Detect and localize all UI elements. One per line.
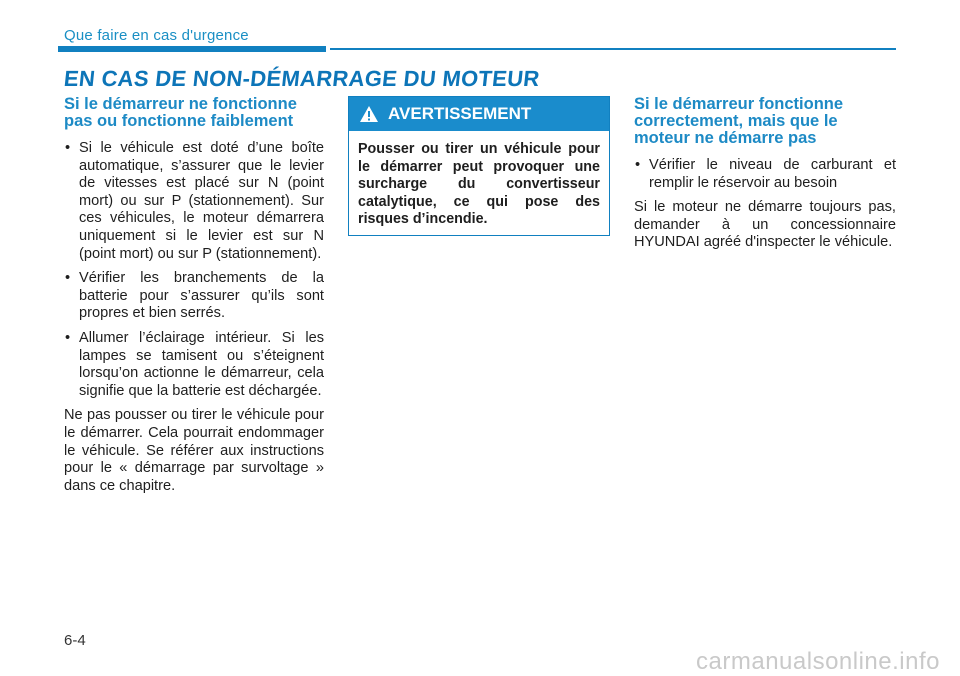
bullet-icon: •: [65, 270, 71, 287]
bullet-text: Vérifier les branchements de la batterie pour s’assurer qu’ils sont propres et bien serrés.: [79, 270, 324, 322]
warning-title: AVERTISSEMENT: [388, 104, 532, 123]
left-paragraph: Ne pas pousser ou tirer le véhicule pour le démarrer. Cela pourrait endommager le véhicule. Se référer aux instructions pour le « démarrage par survoltage » dans ce chapitre.: [64, 407, 324, 494]
bullet-text: Vérifier le niveau de carburant et remplir le réservoir au besoin: [649, 157, 896, 191]
right-subheading: Si le démarreur fonctionne correctement, mais que le moteur ne démarre pas: [634, 95, 844, 147]
list-item: [64, 140, 324, 263]
page-number: 6-4: [64, 632, 86, 649]
header-accent-bar: [58, 46, 326, 52]
watermark: carmanualsonline.info: [696, 648, 940, 675]
left-bullet-list: [64, 140, 324, 400]
warning-header: [349, 97, 609, 131]
list-item: [64, 330, 324, 400]
header-rule: [330, 48, 896, 50]
right-paragraph: Si le moteur ne démarre toujours pas, demander à un concessionnaire HYUNDAI agréé d'inspecter le véhicule.: [634, 199, 896, 251]
warning-body: Pousser ou tirer un véhicule pour le démarrer peut provoquer une surcharge du convertisseur catalytique, ce qui pose des risques d’incendie.: [358, 141, 600, 228]
section-title: EN CAS DE NON-DÉMARRAGE DU MOTEUR: [62, 66, 541, 91]
bullet-icon: •: [635, 157, 641, 173]
warning-box: [348, 96, 610, 236]
list-item: [64, 270, 324, 323]
bullet-icon: •: [65, 329, 71, 346]
bullet-text: Allumer l’éclairage intérieur. Si les lampes se tamisent ou s’éteignent lorsqu’on actionne le démarreur, cela signifie que la batterie est déchargée.: [79, 329, 324, 399]
right-column: [634, 96, 896, 258]
bullet-text: Si le véhicule est doté d’une boîte automatique, s’assurer que le levier de vitesses est placé sur N (point mort) ou sur P (stationnement). Sur ces véhicules, le moteur démarrera uniquement si le levier est sur N (point mort) ou sur P (stationnement).: [79, 140, 324, 262]
right-bullet-list: [634, 157, 896, 192]
bullet-icon: •: [65, 140, 71, 156]
list-item: [634, 157, 896, 192]
left-column: [64, 96, 324, 501]
warning-triangle-icon: [359, 105, 379, 123]
left-subheading: Si le démarreur ne fonctionne pas ou fonctionne faiblement: [64, 95, 297, 130]
chapter-title: Que faire en cas d'urgence: [64, 27, 249, 44]
